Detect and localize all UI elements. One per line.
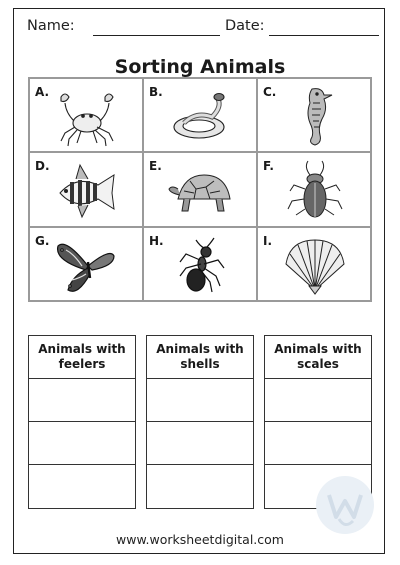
animal-letter: B. — [149, 85, 163, 99]
animal-cell-g — [29, 227, 143, 301]
animal-cell-a — [29, 78, 143, 152]
sort-column-feelers — [28, 335, 136, 509]
animal-letter: C. — [263, 85, 277, 99]
tortoise-icon — [166, 157, 236, 223]
answer-box[interactable] — [29, 422, 135, 465]
answer-box[interactable] — [147, 422, 253, 465]
seashell-icon — [280, 232, 350, 298]
worksheet — [13, 8, 385, 554]
sort-heading: Animals with scales — [265, 336, 371, 379]
animal-grid — [28, 77, 372, 302]
answer-box[interactable] — [265, 379, 371, 422]
animal-cell-b — [143, 78, 257, 152]
name-blank[interactable] — [93, 35, 220, 36]
crab-icon — [52, 83, 122, 149]
cockroach-icon — [280, 157, 350, 223]
animal-cell-e — [143, 152, 257, 226]
animal-letter: H. — [149, 233, 164, 248]
animal-letter: E. — [149, 159, 162, 174]
animal-cell-h — [143, 227, 257, 301]
animal-letter: G. — [35, 233, 50, 248]
answer-box[interactable] — [29, 465, 135, 508]
worksheetdigital-logo-icon — [315, 475, 375, 535]
butterfly-icon — [52, 232, 122, 298]
sort-heading: Animals with shells — [147, 336, 253, 379]
sort-column-shells — [146, 335, 254, 509]
snake-icon — [166, 83, 236, 149]
animal-cell-d — [29, 152, 143, 226]
animal-letter: A. — [35, 85, 50, 99]
animal-letter: F. — [263, 159, 274, 174]
date-blank[interactable] — [269, 35, 379, 36]
answer-box[interactable] — [147, 465, 253, 508]
footer-url: www.worksheetdigital.com — [116, 532, 284, 547]
sort-heading: Animals with feelers — [29, 336, 135, 379]
name-label: Name: — [27, 18, 75, 34]
seahorse-icon — [280, 83, 350, 149]
animal-letter: D. — [35, 159, 50, 174]
answer-box[interactable] — [29, 379, 135, 422]
fish-icon — [52, 157, 122, 223]
animal-cell-f — [257, 152, 371, 226]
page-title: Sorting Animals — [114, 56, 286, 78]
date-label: Date: — [225, 18, 265, 34]
animal-cell-c — [257, 78, 371, 152]
animal-letter: I. — [263, 233, 273, 248]
answer-box[interactable] — [265, 422, 371, 465]
animal-cell-i — [257, 227, 371, 301]
ant-icon — [166, 232, 236, 298]
answer-box[interactable] — [147, 379, 253, 422]
